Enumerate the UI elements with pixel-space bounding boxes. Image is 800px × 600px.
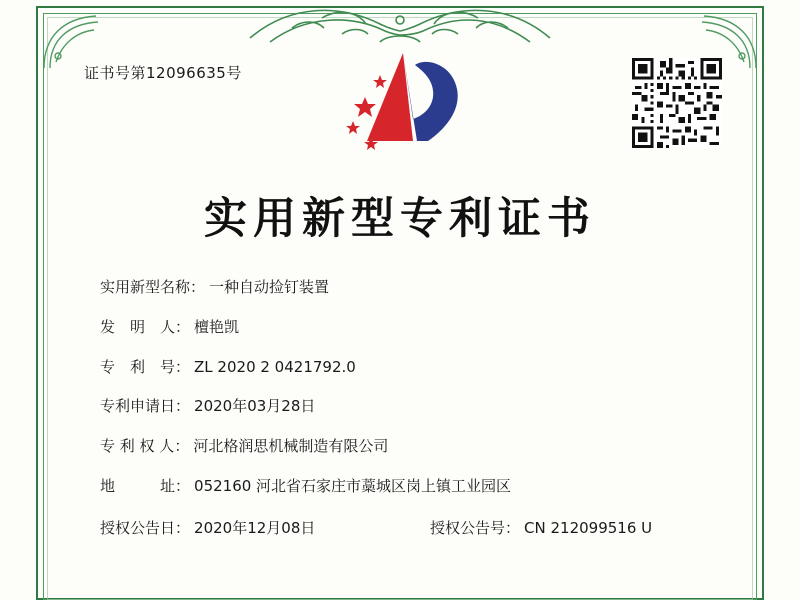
field-colon: ： <box>175 476 191 495</box>
field-label: 地 址 <box>100 476 176 495</box>
field-value: 一种自动捡钉装置 <box>209 278 330 296</box>
field-value: 2020年12月08日 <box>194 518 316 537</box>
field-value: 2020年03月28日 <box>194 397 316 416</box>
field-row-application-date <box>100 397 720 416</box>
field-colon: ： <box>505 518 521 537</box>
field-row-utility-model-name <box>100 278 720 297</box>
field-label: 实用新型名称 <box>100 278 191 296</box>
field-list <box>100 278 720 559</box>
field-value: 河北格润思机械制造有限公司 <box>193 437 389 455</box>
field-label: 授权公告号 <box>430 518 506 537</box>
field-row-patentee <box>100 437 720 456</box>
field-value: ZL 2020 2 0421792.0 <box>194 357 356 376</box>
field-colon: ： <box>175 518 191 537</box>
field-colon: ： <box>174 437 190 455</box>
field-colon: ： <box>190 278 206 296</box>
field-colon: ： <box>175 317 191 336</box>
field-label: 专利申请日 <box>100 397 176 416</box>
field-label: 专 利 权 人 <box>100 437 175 455</box>
field-colon: ： <box>175 357 191 376</box>
field-grant-number <box>430 517 652 538</box>
field-value: 檀艳凯 <box>194 317 240 336</box>
qr-code <box>632 58 722 148</box>
field-value: CN 212099516 U <box>524 518 653 537</box>
certificate-serial-number: 证书号第12096635号 <box>84 64 242 82</box>
field-colon: ： <box>175 397 191 416</box>
field-row-patent-number <box>100 358 720 377</box>
field-label: 专 利 号 <box>100 357 176 376</box>
cnipa-emblem-icon <box>331 45 481 165</box>
field-value: 052160 河北省石家庄市藁城区岗上镇工业园区 <box>194 476 512 495</box>
field-row-address <box>100 477 720 496</box>
field-row-grant-announcement <box>100 517 720 538</box>
field-grant-date <box>100 517 430 538</box>
field-row-inventor <box>100 318 720 337</box>
field-label: 发 明 人 <box>100 317 176 336</box>
page-title: 实用新型专利证书 <box>204 194 596 244</box>
field-label: 授权公告日 <box>100 518 176 537</box>
